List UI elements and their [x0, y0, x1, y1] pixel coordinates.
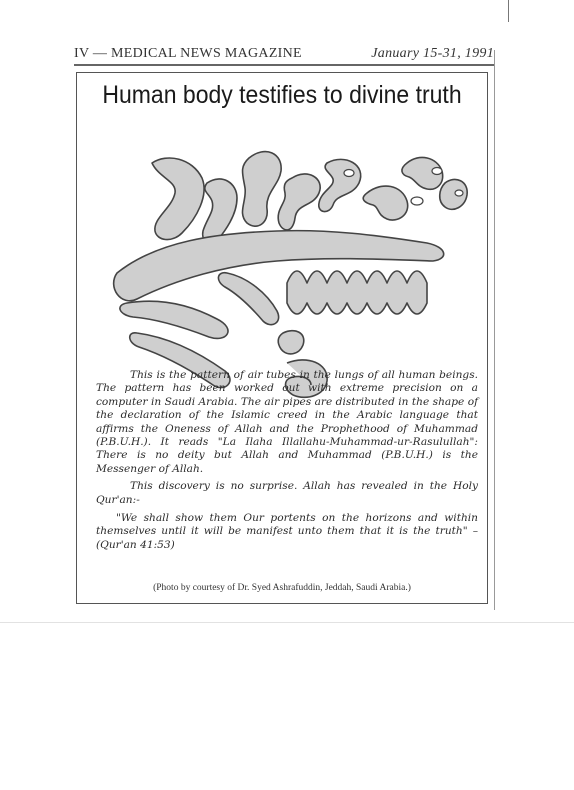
quran-quote: "We shall show them Our portents on the horizons and within themselves until it will be manifest unto them that it is the truth" – (Qur'an 41:53) [96, 512, 478, 551]
airway-tube [278, 331, 304, 354]
airway-tube [242, 152, 281, 227]
caption-paragraph: This is the pattern of air tubes in the lungs of all human beings. The pattern has been worked out with extreme precision on a computer in Saudi Arabia. The air pipes are distributed in the shape of the declaration of the Islamic creed in the Arabic language that affirms the Oneness of Allah and the Prophethood of Muhammad (P.B.U.H.). It reads "La Ilaha Illallahu-Muhammad-ur-Rasulullah": There is no deity but Allah and Muhammad (P.B.U.H.) is the Messenger of Allah. [96, 369, 478, 475]
airway-wave [287, 271, 427, 314]
airway-tube [152, 158, 204, 240]
airway-tube [278, 174, 320, 230]
scan-edge-mark [508, 0, 509, 22]
photo-credit: (Photo by courtesy of Dr. Syed Ashrafuddin, Jeddah, Saudi Arabia.) [153, 583, 411, 593]
section-title: IV — MEDICAL NEWS MAGAZINE [74, 46, 302, 61]
headline: Human body testifies to divine truth [102, 81, 462, 109]
header-rule [74, 64, 494, 66]
airway-tube [363, 186, 407, 220]
caption [96, 369, 478, 552]
airway-tube [319, 159, 361, 211]
scan-artifact-line [0, 622, 574, 623]
scan-edge-mark [494, 50, 495, 610]
issue-date: January 15-31, 1991 [371, 46, 494, 61]
airway-tube [218, 273, 278, 325]
article-box [76, 72, 488, 604]
caption-paragraph: This discovery is no surprise. Allah has revealed in the Holy Qur'an:- [96, 480, 478, 506]
airway-shapes [114, 152, 468, 398]
